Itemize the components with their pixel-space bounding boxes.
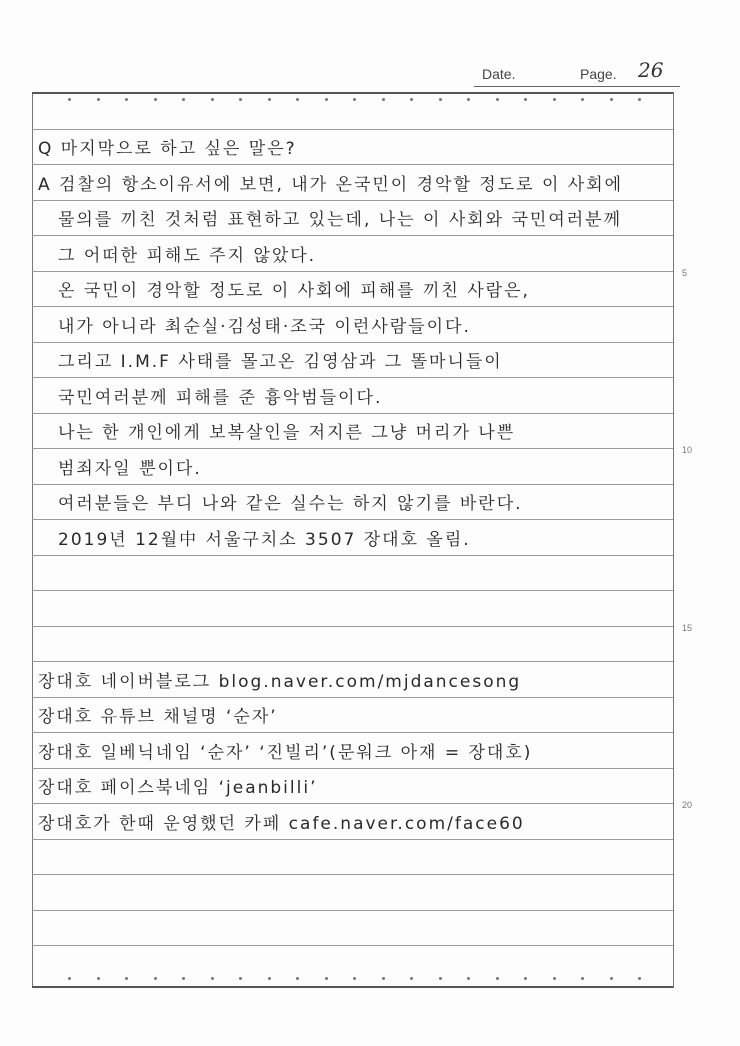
dot-mark <box>353 977 356 980</box>
dot-mark <box>125 98 128 101</box>
ruled-line <box>32 342 673 343</box>
frame-bottom-border <box>32 986 673 988</box>
page-label: Page. <box>580 66 617 82</box>
dot-mark <box>439 98 442 101</box>
dot-mark <box>68 98 71 101</box>
dot-mark <box>610 98 613 101</box>
ruled-line <box>32 945 673 946</box>
dot-mark <box>410 977 413 980</box>
dot-mark <box>182 977 185 980</box>
ruled-line <box>32 910 673 911</box>
handwritten-line: 범죄자일 뿐이다. <box>58 459 202 479</box>
dot-mark <box>239 977 242 980</box>
handwritten-line: 여러분들은 부디 나와 같은 실수는 하지 않기를 바란다. <box>58 494 523 514</box>
handwritten-line: A 검찰의 항소이유서에 보면, 내가 온국민이 경악할 정도로 이 사회에 <box>38 175 624 195</box>
ruled-line <box>32 164 673 165</box>
ruled-line <box>32 732 673 733</box>
header-underline <box>474 86 680 87</box>
margin-number-15: 15 <box>682 623 693 633</box>
ruled-line <box>32 661 673 662</box>
page-number: 26 <box>638 58 664 82</box>
margin-number-20: 20 <box>682 800 693 810</box>
dot-mark <box>524 98 527 101</box>
dot-mark <box>296 977 299 980</box>
dot-mark <box>97 977 100 980</box>
dot-mark <box>182 98 185 101</box>
handwritten-line: 장대호가 한때 운영했던 카페 cafe.naver.com/face60 <box>38 814 525 834</box>
ruled-line <box>32 306 673 307</box>
dot-mark <box>268 977 271 980</box>
dot-mark <box>496 98 499 101</box>
ruled-line <box>32 697 673 698</box>
ruled-line <box>32 200 673 201</box>
dot-mark <box>239 98 242 101</box>
handwritten-line: 장대호 페이스북네임 ‘jeanbilli’ <box>38 778 318 798</box>
dot-mark <box>553 977 556 980</box>
dot-mark <box>268 98 271 101</box>
dot-mark <box>211 977 214 980</box>
dot-mark <box>496 977 499 980</box>
handwritten-line: 온 국민이 경악할 정도로 이 사회에 피해를 끼친 사람은, <box>58 281 530 301</box>
handwritten-line: 2019년 12월中 서울구치소 3507 장대호 올림. <box>58 530 471 550</box>
dot-mark <box>154 98 157 101</box>
handwritten-line: 내가 아니라 최순실·김성태·조국 이런사람들이다. <box>58 317 471 337</box>
ruled-line <box>32 413 673 414</box>
dot-mark <box>68 977 71 980</box>
ruled-line <box>32 448 673 449</box>
dot-mark <box>553 98 556 101</box>
dot-mark <box>467 977 470 980</box>
dot-mark <box>638 977 641 980</box>
dot-mark <box>125 977 128 980</box>
ruled-line <box>32 590 673 591</box>
handwritten-line: 물의를 끼친 것처럼 표현하고 있는데, 나는 이 사회와 국민여러분께 <box>58 210 623 230</box>
margin-number-5: 5 <box>682 268 688 278</box>
handwritten-line: 장대호 유튜브 채널명 ‘순자’ <box>38 707 278 727</box>
dot-mark <box>581 98 584 101</box>
handwritten-line: 장대호 일베닉네임 ‘순자’ ‘진빌리’(문워크 아재 = 장대호) <box>38 743 533 763</box>
dot-mark <box>524 977 527 980</box>
dot-mark <box>382 977 385 980</box>
handwritten-line: 그리고 I.M.F 사태를 몰고온 김영삼과 그 똘마니들이 <box>58 352 503 372</box>
ruled-line <box>32 839 673 840</box>
dot-mark <box>154 977 157 980</box>
date-label: Date. <box>482 66 516 82</box>
dot-mark <box>325 98 328 101</box>
ruled-line <box>32 803 673 804</box>
dot-mark <box>581 977 584 980</box>
ruled-line <box>32 768 673 769</box>
dot-mark <box>353 98 356 101</box>
dot-row-top <box>32 98 673 102</box>
ruled-line <box>32 519 673 520</box>
ruled-line <box>32 235 673 236</box>
dot-mark <box>410 98 413 101</box>
dot-mark <box>211 98 214 101</box>
ruled-line <box>32 271 673 272</box>
handwritten-line: 국민여러분께 피해를 준 흉악범들이다. <box>58 388 383 408</box>
handwritten-line: Q 마지막으로 하고 싶은 말은? <box>38 139 297 159</box>
ruled-line <box>32 377 673 378</box>
dot-row-bottom <box>32 977 673 981</box>
frame-top-border <box>32 92 673 94</box>
handwritten-line: 그 어떠한 피해도 주지 않았다. <box>58 246 317 266</box>
dot-mark <box>97 98 100 101</box>
dot-mark <box>382 98 385 101</box>
dot-mark <box>439 977 442 980</box>
ruled-line <box>32 555 673 556</box>
dot-mark <box>610 977 613 980</box>
dot-mark <box>296 98 299 101</box>
margin-number-10: 10 <box>682 445 693 455</box>
handwritten-line: 장대호 네이버블로그 blog.naver.com/mjdancesong <box>38 672 522 692</box>
ruled-line <box>32 626 673 627</box>
ruled-line <box>32 129 673 130</box>
dot-mark <box>325 977 328 980</box>
ruled-line <box>32 874 673 875</box>
dot-mark <box>638 98 641 101</box>
dot-mark <box>467 98 470 101</box>
handwritten-line: 나는 한 개인에게 보복살인을 저지른 그냥 머리가 나쁜 <box>58 423 516 443</box>
ruled-line <box>32 484 673 485</box>
